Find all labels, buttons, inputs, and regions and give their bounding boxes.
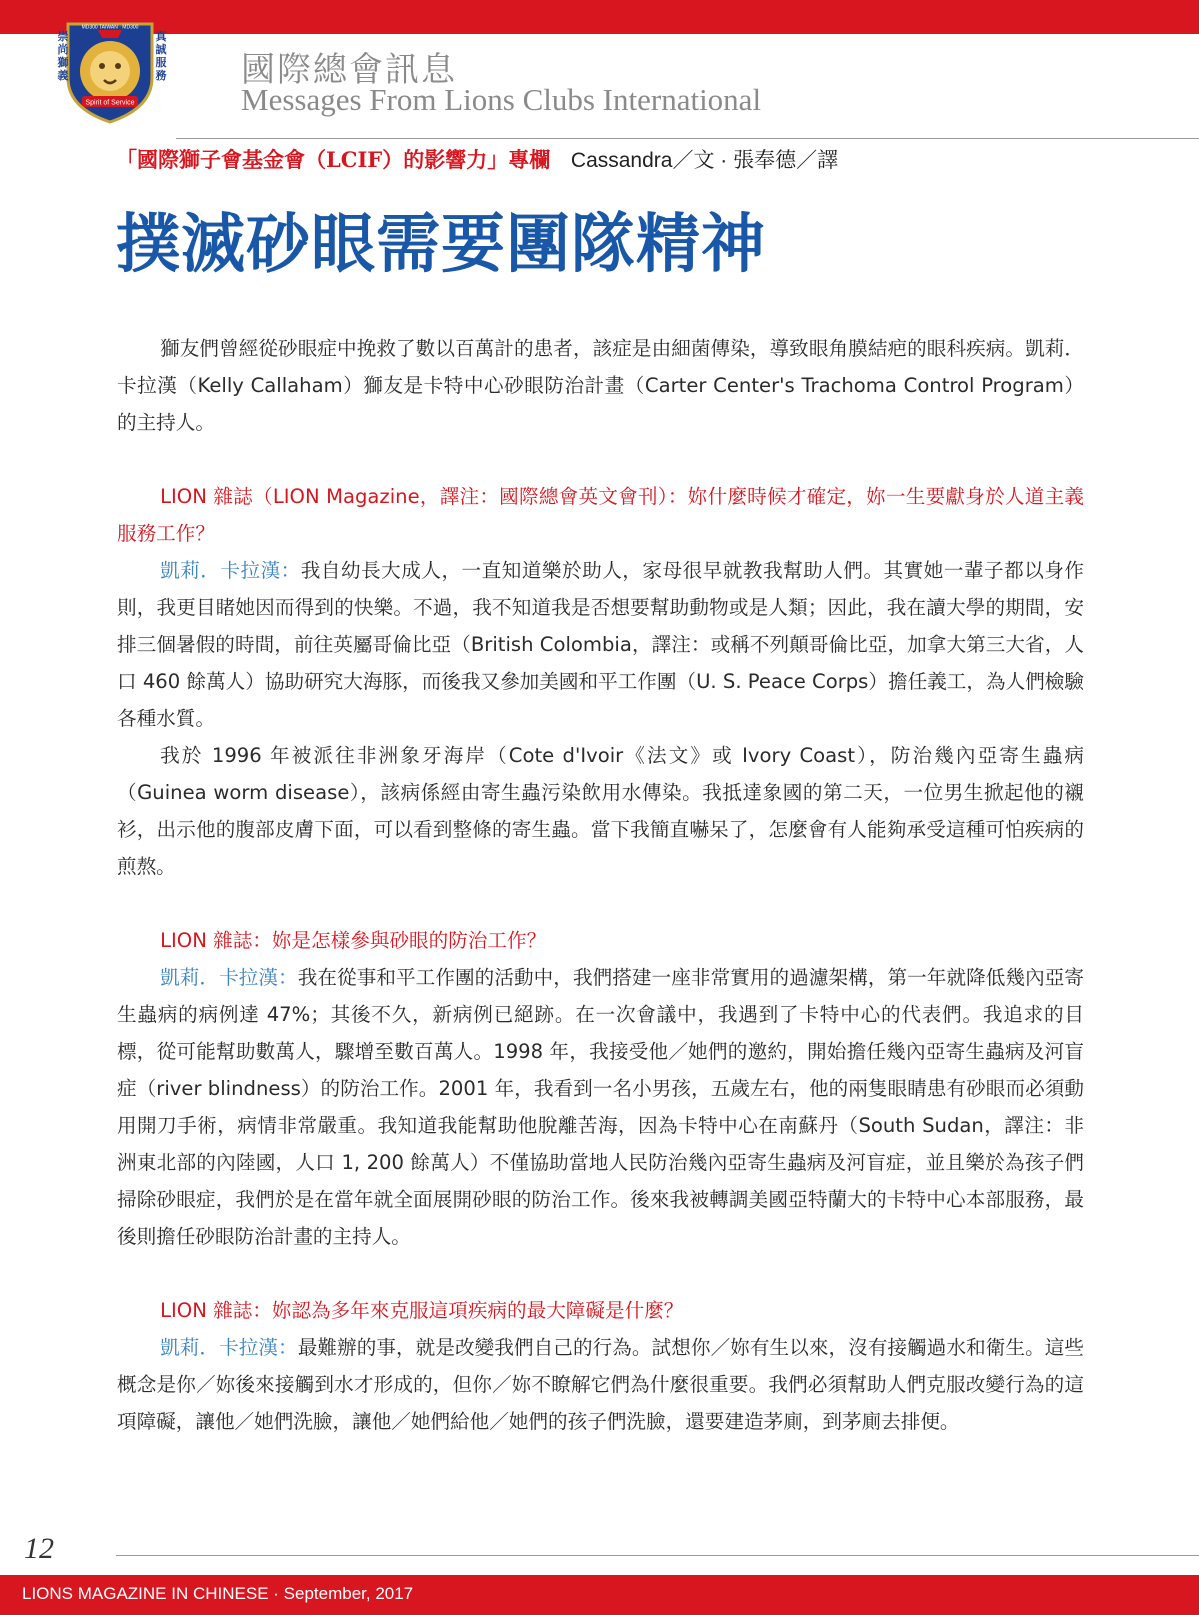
speaker-label: 凱莉．卡拉漢： bbox=[160, 1336, 298, 1359]
header-divider bbox=[176, 138, 1199, 139]
question-2: LION 雜誌：妳是怎樣參與砂眼的防治工作？ bbox=[160, 929, 547, 952]
answer-1-continued: 我於 1996 年被派往非洲象牙海岸（Cote d'Ivoir《法文》或 Ivory Coast），防治幾內亞寄生蟲病（Guinea worm disease），該病係經由寄生蟲污染飲用水傳染。我抵達象國的第二天，一位男生掀起他的襯衫，出示他的腹部皮膚下面，可以看到整條的寄生蟲。當下我簡直嚇呆了，怎麼會有人能夠承受這種可怕疾病的煎熬。 bbox=[117, 744, 1084, 878]
speaker-label: 凱莉．卡拉漢： bbox=[160, 966, 298, 989]
logo-top-text: MD300 TAIWAN · MD300 bbox=[81, 24, 139, 31]
author-translator-credit: Cassandra／文 · 張奉德／譯 bbox=[570, 149, 839, 172]
page-number: 12 bbox=[24, 1532, 54, 1565]
footer-divider bbox=[116, 1555, 1199, 1556]
column-name: 「國際獅子會基金會（LCIF）的影響力」專欄 bbox=[116, 147, 551, 172]
section-title-english: Messages From Lions Clubs International bbox=[241, 82, 762, 117]
logo-ribbon-text: Spirit of Service bbox=[85, 99, 135, 107]
answer-1 bbox=[117, 552, 1084, 737]
answer-1-text: 我自幼長大成人，一直知道樂於助人，家母很早就教我幫助人們。其實她一輩子都以身作則，我更目睹她因而得到的快樂。不過，我不知道我是否想要幫助動物或是人類；因此，我在讀大學的期間，安排三個暑假的時間，前往英屬哥倫比亞（British Colombia，譯注：或稱不列顛哥倫比亞，加拿大第三大省，人口 460 餘萬人）協助研究大海豚，而後我又參加美國和平工作團（U. S. Peace Corps）擔任義工，為人們檢驗各種水質。 bbox=[117, 559, 1085, 730]
article-body bbox=[117, 330, 1084, 1440]
column-byline bbox=[116, 144, 838, 174]
question-3: LION 雜誌：妳認為多年來克服這項疾病的最大障礙是什麼？ bbox=[160, 1299, 684, 1322]
section-title-chinese: 國際總會訊息 bbox=[241, 50, 457, 90]
top-red-bar bbox=[0, 0, 1199, 34]
answer-3 bbox=[117, 1329, 1084, 1440]
intro-paragraph: 獅友們曾經從砂眼症中挽救了數以百萬計的患者，該症是由細菌傳染，導致眼角膜結疤的眼科疾病。凱莉．卡拉漢（Kelly Callaham）獅友是卡特中心砂眼防治計畫（Carter Center's Trachoma Control Program）的主持人。 bbox=[117, 337, 1084, 434]
answer-2-text: 我在從事和平工作團的活動中，我們搭建一座非常實用的過濾架構，第一年就降低幾內亞寄生蟲病的病例達 47%；其後不久，新病例已絕跡。在一次會議中，我遇到了卡特中心的代表們。我追求的目標，從可能幫助數萬人，驟增至數百萬人。1998 年，我接受他／她們的邀約，開始擔任幾內亞寄生蟲病及河盲症（river blindness）的防治工作。2001 年，我看到一名小男孩，五歲左右，他的兩隻眼睛患有砂眼而必須動用開刀手術，病情非常嚴重。我知道我能幫助他脫離苦海，因為卡特中心在南蘇丹（South Sudan，譯注：非洲東北部的內陸國，人口 1, 200 餘萬人）不僅協助當地人民防治幾內亞寄生蟲病及河盲症，並且樂於為孩子們掃除砂眼症，我們於是在當年就全面展開砂眼的防治工作。後來我被轉調美國亞特蘭大的卡特中心本部服務，最後則擔任砂眼防治計畫的主持人。 bbox=[117, 966, 1085, 1248]
answer-2 bbox=[117, 959, 1084, 1255]
answer-3-text: 最難辦的事，就是改變我們自己的行為。試想你／妳有生以來，沒有接觸過水和衛生。這些概念是你／妳後來接觸到水才形成的，但你／妳不瞭解它們為什麼很重要。我們必須幫助人們克服改變行為的這項障礙，讓他／她們洗臉，讓他／她們給他／她們的孩子們洗臉，還要建造茅廁，到茅廁去排便。 bbox=[117, 1336, 1085, 1433]
speaker-label: 凱莉．卡拉漢： bbox=[160, 559, 301, 582]
magazine-footer: LIONS MAGAZINE IN CHINESE · September, 2017 bbox=[22, 1584, 414, 1603]
district-logo bbox=[46, 16, 174, 126]
logo-left-motto: 崇 尚 獅 義 bbox=[57, 30, 69, 82]
bottom-red-bar bbox=[0, 1575, 1199, 1615]
logo-right-motto: 真 誠 服 務 bbox=[155, 30, 167, 82]
question-1: LION 雜誌（LION Magazine，譯注：國際總會英文會刊）：妳什麼時候才確定，妳一生要獻身於人道主義服務工作？ bbox=[117, 485, 1084, 545]
article-headline: 撲滅砂眼需要團隊精神 bbox=[116, 207, 766, 282]
